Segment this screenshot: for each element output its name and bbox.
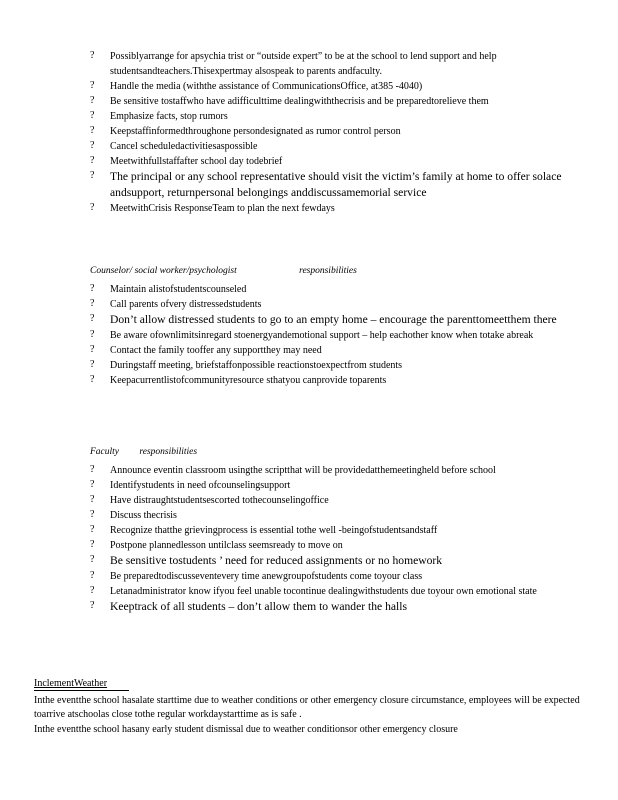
bullet-item xyxy=(0,282,618,297)
bullet-text: Recognize thatthe grievingprocess is essential tothe well -beingofstudentsandstaff xyxy=(110,525,438,536)
inclement-paragraph-1: Inthe eventthe school hasalate starttime due to weather conditions or other emergency closure circumstance, employees will be expected toarrive atschoolas close tothe regular workdaystarttime as is safe . xyxy=(34,695,580,720)
bullet-item xyxy=(0,169,618,201)
bullet-text: Keeptrack of all students – don’t allow them to wander the halls xyxy=(110,600,407,613)
bullet-marker: ? xyxy=(90,80,95,91)
bullet-text: Call parents ofvery distressedstudents xyxy=(110,299,262,310)
principal-bullet-list xyxy=(0,49,618,216)
bullet-text: MeetwithCrisis ResponseTeam to plan the next fewdays xyxy=(110,203,335,214)
bullet-marker: ? xyxy=(90,344,95,355)
counselor-heading xyxy=(90,266,357,276)
bullet-item xyxy=(0,523,618,538)
bullet-marker: ? xyxy=(90,329,95,340)
heading-underline xyxy=(34,690,129,691)
bullet-text: Have distraughtstudentsescorted tothecounselingoffice xyxy=(110,495,329,506)
bullet-marker: ? xyxy=(90,125,95,136)
bullet-marker: ? xyxy=(90,600,95,611)
bullet-item xyxy=(0,508,618,523)
inclement-weather-heading: InclementWeather xyxy=(34,678,108,689)
bullet-item xyxy=(0,109,618,124)
bullet-text: The principal or any school representative should visit the victim’s family at home to offer solace andsupport, returnpersonal belongings anddiscussamemorial service xyxy=(110,170,562,199)
bullet-item xyxy=(0,297,618,312)
bullet-marker: ? xyxy=(90,313,95,324)
bullet-text: Announce eventin classroom usingthe scriptthat will be providedatthemeetingheld before school xyxy=(110,465,496,476)
bullet-text: Be preparedtodiscusseventevery time anewgroupofstudents come toyour class xyxy=(110,571,423,582)
counselor-heading-responsibilities: responsibilities xyxy=(299,266,357,276)
bullet-marker: ? xyxy=(90,464,95,475)
bullet-marker: ? xyxy=(90,479,95,490)
bullet-marker: ? xyxy=(90,155,95,166)
counselor-heading-title: Counselor/ social worker/psychologist xyxy=(90,266,237,276)
bullet-text: Letanadministrator know ifyou feel unable tocontinue dealingwithstudents due toyour own emotional state xyxy=(110,586,537,597)
bullet-text: Be sensitive tostaffwho have adifficulttime dealingwiththecrisis and be preparedtorelieve them xyxy=(110,96,489,107)
bullet-text: Identifystudents in need ofcounselingsupport xyxy=(110,480,291,491)
bullet-text: Cancel scheduledactivitiesaspossible xyxy=(110,141,258,152)
bullet-marker: ? xyxy=(90,494,95,505)
bullet-item xyxy=(0,553,618,569)
bullet-item xyxy=(0,94,618,109)
bullet-marker: ? xyxy=(90,50,95,61)
faculty-heading-responsibilities: responsibilities xyxy=(139,447,198,457)
bullet-text: Don’t allow distressed students to go to an empty home – encourage the parenttomeetthem there xyxy=(110,313,557,326)
bullet-marker: ? xyxy=(90,509,95,520)
bullet-marker: ? xyxy=(90,524,95,535)
bullet-marker: ? xyxy=(90,140,95,151)
bullet-text: Be aware ofownlimitsinregard stoenergyandemotional support – help eachother know when totake abreak xyxy=(110,330,534,341)
bullet-marker: ? xyxy=(90,374,95,385)
bullet-text: Contact the family tooffer any supportthey may need xyxy=(110,345,322,356)
bullet-item xyxy=(0,599,618,615)
bullet-text: Keepacurrentlistofcommunityresource sthatyou canprovide toparents xyxy=(110,375,387,386)
bullet-text: Maintain alistofstudentscounseled xyxy=(110,284,247,295)
bullet-marker: ? xyxy=(90,298,95,309)
bullet-text: Duringstaff meeting, briefstaffonpossible reactionstoexpectfrom students xyxy=(110,360,403,371)
bullet-item xyxy=(0,478,618,493)
bullet-text: Keepstaffinformedthroughone persondesignated as rumor control person xyxy=(110,126,401,137)
bullet-item xyxy=(0,79,618,94)
faculty-bullet-list xyxy=(0,463,618,615)
bullet-item xyxy=(0,124,618,139)
bullet-text: Discuss thecrisis xyxy=(110,510,177,521)
bullet-text: Be sensitive tostudents ’ need for reduced assignments or no homework xyxy=(110,554,443,567)
bullet-text: Possiblyarrange for apsychia trist or “outside expert” to be at the school to lend support and help studentsandteachers.Thisexpertmay alsospeak to parents andfaculty. xyxy=(110,51,497,77)
counselor-bullet-list xyxy=(0,282,618,388)
bullet-text: Emphasize facts, stop rumors xyxy=(110,111,228,122)
bullet-marker: ? xyxy=(90,585,95,596)
faculty-heading xyxy=(90,447,197,457)
bullet-marker: ? xyxy=(90,554,95,565)
bullet-marker: ? xyxy=(90,570,95,581)
bullet-item xyxy=(0,358,618,373)
bullet-text: Postpone plannedlesson untilclass seemsready to move on xyxy=(110,540,343,551)
bullet-marker: ? xyxy=(90,539,95,550)
inclement-paragraph-2: Inthe eventthe school hasany early student dismissal due to weather conditionsor other emergency closure xyxy=(34,724,458,735)
bullet-item xyxy=(0,463,618,478)
bullet-item xyxy=(0,493,618,508)
bullet-item xyxy=(0,201,618,216)
bullet-item xyxy=(0,584,618,599)
bullet-text: Handle the media (withthe assistance of CommunicationsOffice, at385 -4040) xyxy=(110,81,423,92)
bullet-item xyxy=(0,373,618,388)
bullet-text: Meetwithfullstaffafter school day todebrief xyxy=(110,156,283,167)
bullet-item xyxy=(0,139,618,154)
bullet-marker: ? xyxy=(90,110,95,121)
bullet-marker: ? xyxy=(90,202,95,213)
bullet-marker: ? xyxy=(90,170,95,181)
faculty-heading-title: Faculty xyxy=(90,447,120,457)
bullet-item xyxy=(0,538,618,553)
bullet-item xyxy=(0,343,618,358)
bullet-item xyxy=(0,154,618,169)
bullet-item xyxy=(0,312,618,328)
bullet-item xyxy=(0,569,618,584)
bullet-item xyxy=(0,49,618,79)
bullet-marker: ? xyxy=(90,283,95,294)
bullet-item xyxy=(0,328,618,343)
bullet-marker: ? xyxy=(90,359,95,370)
bullet-marker: ? xyxy=(90,95,95,106)
